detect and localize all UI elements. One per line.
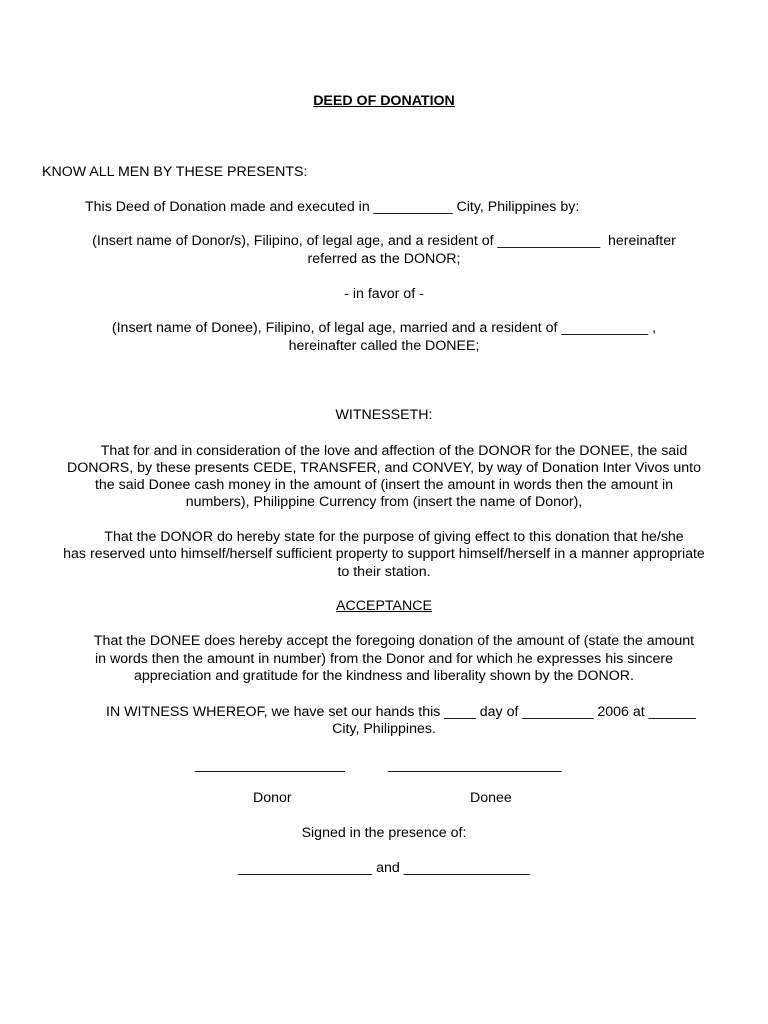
consideration-line-1: That for and in consideration of the love and affection of the DONOR for the DONEE, the said — [100, 443, 688, 459]
donor-clause-line-2: referred as the DONOR; — [307, 251, 461, 267]
donor-label: Donor — [253, 790, 292, 806]
reservation-line-2: has reserved unto himself/herself sufficient property to support himself/herself in a manner appropriate — [63, 546, 705, 562]
consideration-line-3: the said Donee cash money in the amount of (insert the amount in words then the amount in — [94, 477, 674, 493]
presence-label: Signed in the presence of: — [301, 825, 467, 841]
acceptance-line-1: That the DONEE does hereby accept the foregoing donation of the amount of (state the amount — [93, 633, 695, 649]
donee-label: Donee — [470, 790, 512, 806]
donor-signature-line: ___________________ — [195, 757, 345, 773]
donor-clause-line-1: (Insert name of Donor/s), Filipino, of legal age, and a resident of _____________ hereinafter — [92, 233, 676, 249]
witnesses-signature-lines: _________________ and ________________ — [238, 860, 530, 876]
witness-whereof-line-1: IN WITNESS WHEREOF, we have set our hands this ____ day of _________ 2006 at ______ — [106, 704, 696, 720]
donee-clause-line-1: (Insert name of Donee), Filipino, of legal age, married and a resident of ___________ , — [111, 320, 657, 336]
greeting: KNOW ALL MEN BY THESE PRESENTS: — [42, 164, 308, 180]
acceptance-heading: ACCEPTANCE — [336, 598, 432, 614]
consideration-line-4: numbers), Philippine Currency from (insert the name of Donor), — [185, 494, 583, 510]
consideration-line-2: DONORS, by these presents CEDE, TRANSFER, and CONVEY, by way of Donation Inter Vivos unto — [67, 460, 701, 476]
acceptance-line-3: appreciation and gratitude for the kindness and liberality shown by the DONOR. — [134, 668, 634, 684]
donee-signature-line: ______________________ — [388, 757, 562, 773]
donee-clause-line-2: hereinafter called the DONEE; — [288, 338, 480, 354]
acceptance-line-2: in words then the amount in number) from the Donor and for which he expresses his sincere — [94, 651, 674, 667]
reservation-line-1: That the DONOR do hereby state for the purpose of giving effect to this donation that he/she — [104, 529, 684, 545]
witnesseth-heading: WITNESSETH: — [335, 407, 433, 423]
witness-whereof-line-2: City, Philippines. — [332, 721, 436, 737]
document-title: DEED OF DONATION — [313, 93, 455, 109]
in-favor-of: - in favor of - — [344, 286, 424, 302]
reservation-line-3: to their station. — [337, 564, 431, 580]
intro-line: This Deed of Donation made and executed in __________ City, Philippines by: — [85, 199, 580, 215]
